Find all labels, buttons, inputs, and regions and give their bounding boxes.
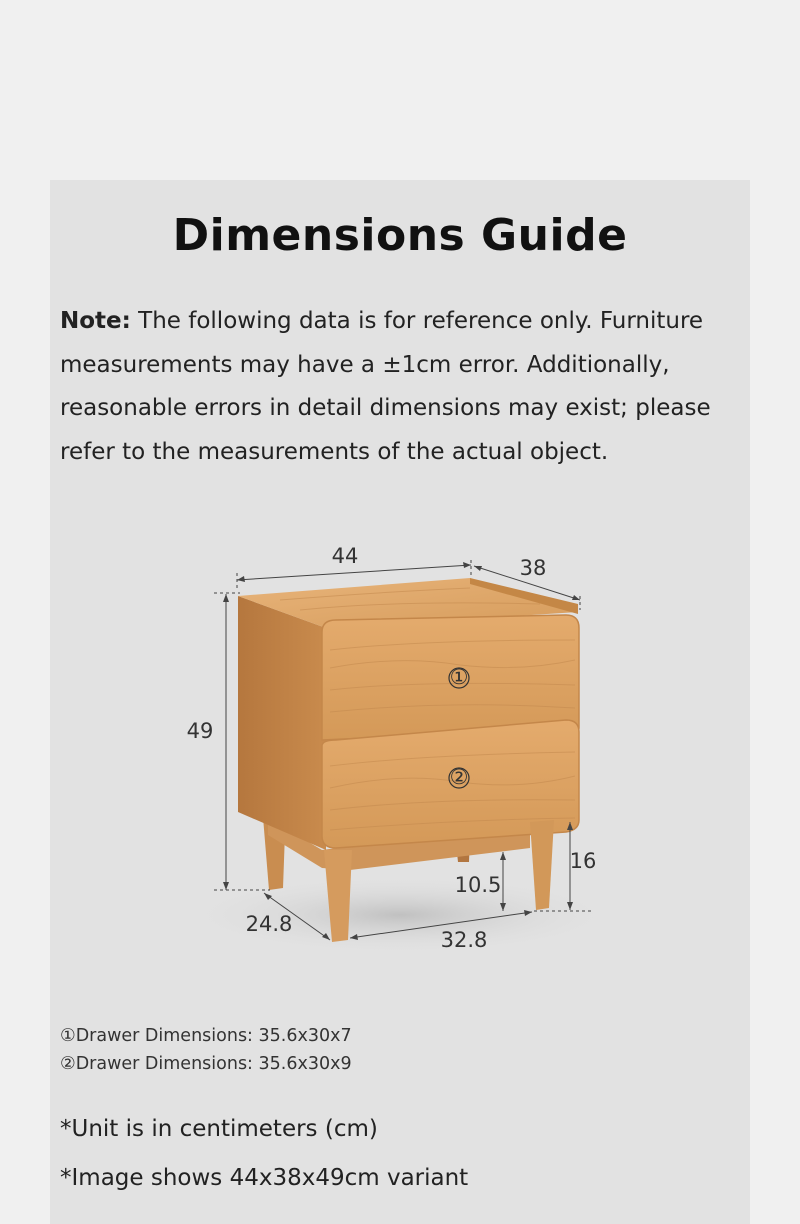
cabinet-side: [238, 596, 326, 850]
width-label: 44: [331, 544, 359, 568]
nightstand-dimension-diagram: [0, 530, 800, 970]
leg-height-label: 16: [569, 849, 597, 873]
drawer-spec-2: ②Drawer Dimensions: 35.6x30x9: [60, 1054, 352, 1074]
note-text: The following data is for reference only. Furniture measurements may have a ±1cm error. Additionally, reasonable errors in detail dimensions may exist; please refer to the measurements of the actual object.: [60, 308, 711, 465]
leg-depth-label: 24.8: [245, 912, 293, 936]
note-label: Note:: [60, 308, 131, 334]
variant-footnote: *Image shows 44x38x49cm variant: [60, 1165, 469, 1191]
leg-width-label: 32.8: [440, 928, 488, 952]
page-title: Dimensions Guide: [172, 210, 628, 261]
drawer-2-marker: ②: [449, 765, 469, 789]
drawer-1-marker: ①: [449, 665, 469, 689]
depth-label: 38: [519, 556, 547, 580]
note-paragraph: [60, 300, 720, 474]
height-label: 49: [186, 719, 214, 743]
unit-footnote: *Unit is in centimeters (cm): [60, 1116, 378, 1142]
drawer-spec-1: ①Drawer Dimensions: 35.6x30x7: [60, 1026, 352, 1046]
drawer-specs: [60, 1022, 352, 1078]
base-clearance-label: 10.5: [454, 873, 502, 897]
